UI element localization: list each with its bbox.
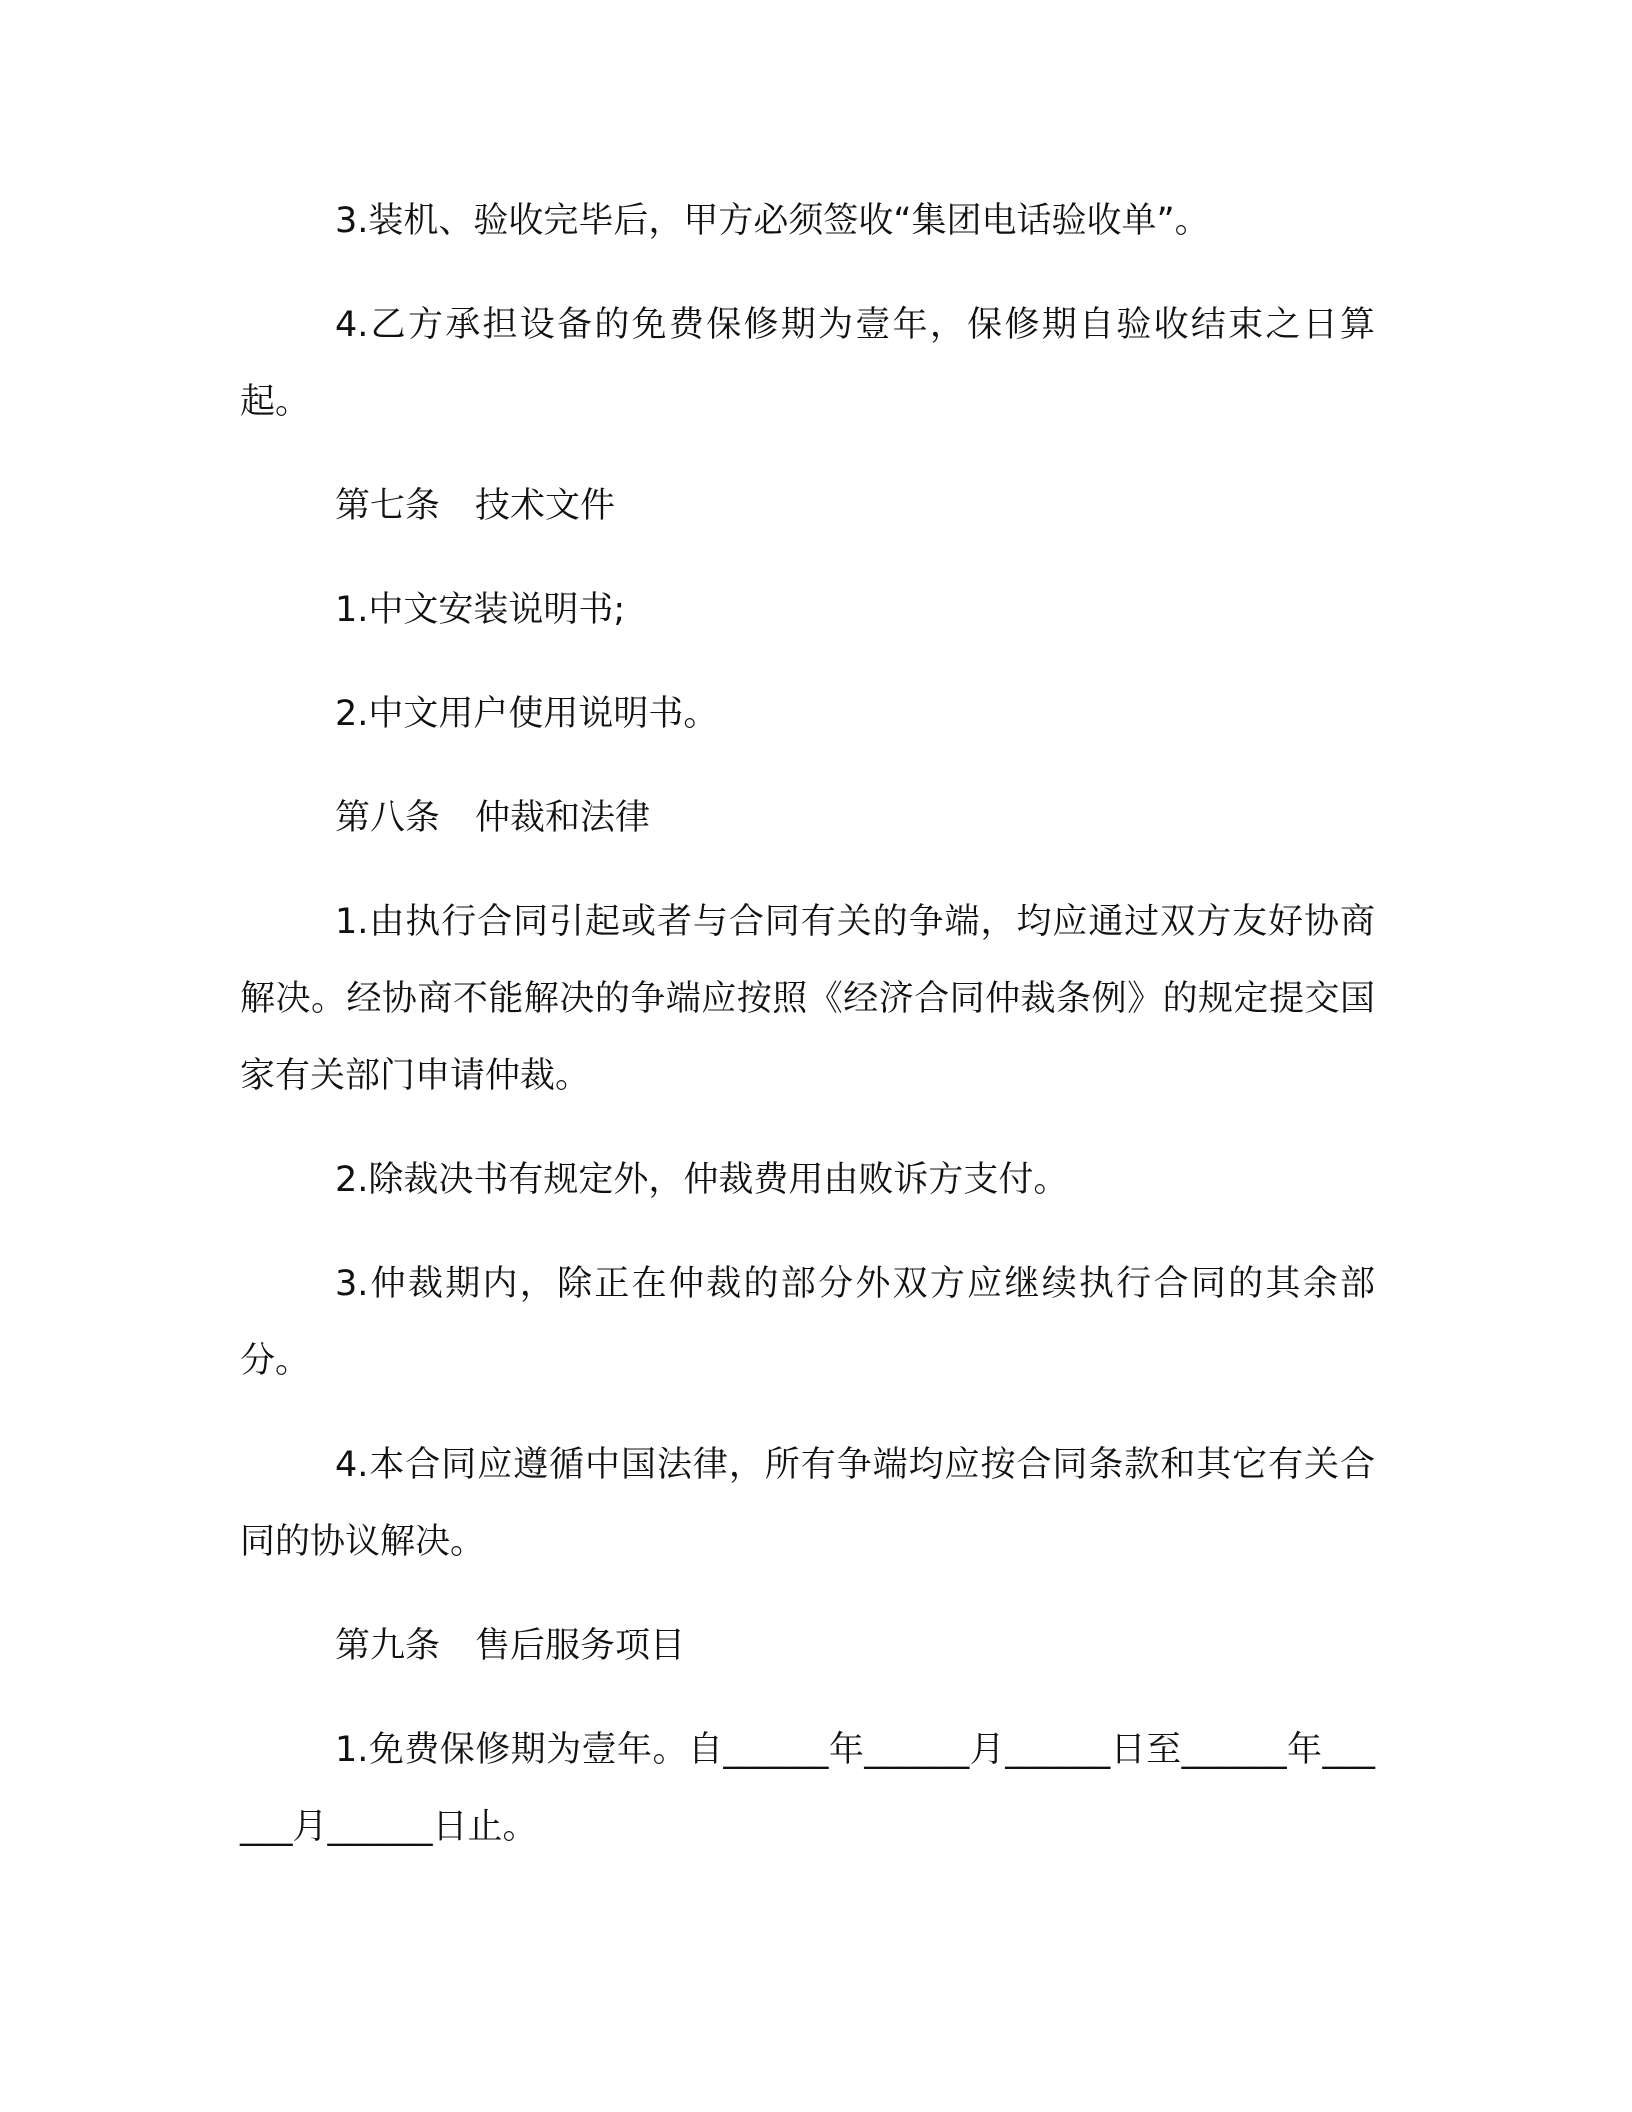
paragraph-governing-law: 4.本合同应遵循中国法律，所有争端均应按合同条款和其它有关合同的协议解决。 [240, 1445, 1375, 1562]
article-7-heading: 第七条 技术文件 [335, 486, 616, 526]
paragraph-user-manual: 2.中文用户使用说明书。 [335, 694, 719, 734]
article-9-heading: 第九条 售后服务项目 [335, 1626, 686, 1666]
article-8-heading: 第八条 仲裁和法律 [335, 798, 651, 838]
paragraph-acceptance-sign: 3.装机、验收完毕后，甲方必须签收“集团电话验收单”。 [335, 201, 1210, 241]
paragraph-arbitration-fee: 2.除裁决书有规定外，仲裁费用由败诉方支付。 [335, 1160, 1069, 1200]
paragraph-warranty-period: 4.乙方承担设备的免费保修期为壹年，保修期自验收结束之日算起。 [240, 305, 1375, 422]
document-body [240, 183, 1375, 1866]
paragraph-dispute-resolution: 1.由执行合同引起或者与合同有关的争端，均应通过双方友好协商解决。经协商不能解决的争端应按照《经济合同仲裁条例》的规定提交国家有关部门申请仲裁。 [240, 902, 1375, 1096]
paragraph-free-warranty: 1.免费保修期为壹年。自______年______月______日至______年______月______日止。 [240, 1730, 1375, 1847]
paragraph-arbitration-period: 3.仲裁期内，除正在仲裁的部分外双方应继续执行合同的其余部分。 [240, 1264, 1375, 1381]
paragraph-install-manual: 1.中文安装说明书; [335, 590, 626, 630]
